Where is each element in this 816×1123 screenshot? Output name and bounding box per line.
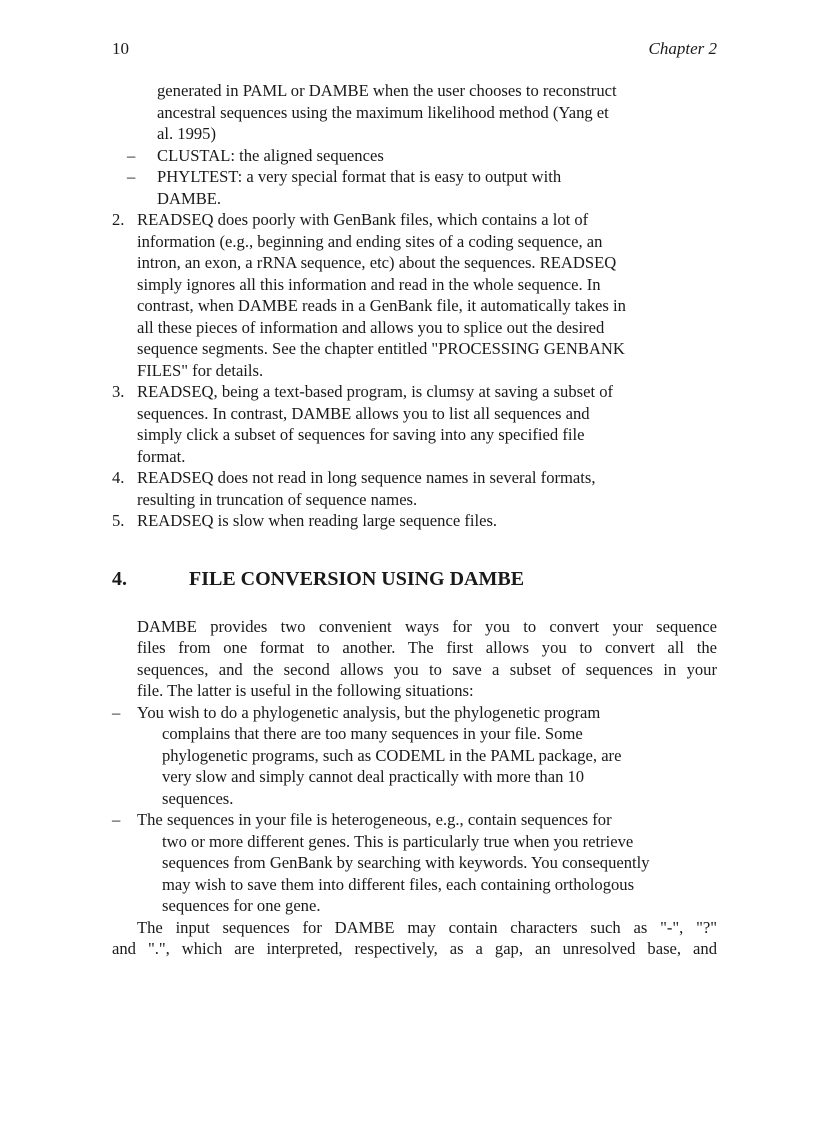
intro-paragraph (112, 616, 717, 702)
text-line: sequences. (162, 788, 234, 808)
item-number: 5. (112, 511, 125, 530)
text-line: information (e.g., beginning and ending sites of a coding sequence, an (137, 231, 603, 251)
dash-marker: – (112, 810, 121, 829)
text-line: FILES" for details. (137, 360, 264, 380)
text-line: phylogenetic programs, such as CODEML in the PAML package, are (162, 745, 622, 765)
text-line: intron, an exon, a rRNA sequence, etc) about the sequences. READSEQ (137, 253, 617, 272)
section-title: FILE CONVERSION USING DAMBE (189, 567, 525, 590)
item-number: 2. (112, 210, 125, 229)
item-number: 4. (112, 468, 125, 487)
text-line: CLUSTAL: the aligned sequences (157, 145, 384, 165)
dash-marker: – (112, 702, 121, 722)
numbered-list-item (112, 510, 717, 532)
text-line: generated in PAML or DAMBE when the user chooses to reconstruct (157, 81, 617, 100)
continued-text (112, 80, 717, 145)
chapter-label: Chapter 2 (648, 39, 717, 58)
text-line: READSEQ, being a text-based program, is clumsy at saving a subset of (137, 382, 614, 401)
text-line: simply click a subset of sequences for saving into any specified file (137, 425, 585, 444)
numbered-list-item (112, 209, 717, 381)
text-line: may wish to save them into different files, each containing orthologous (162, 874, 635, 894)
numbered-list-item (112, 467, 717, 510)
text-line: complains that there are too many sequences in your file. Some (162, 724, 583, 743)
running-header (112, 39, 717, 61)
text-line: sequence segments. See the chapter entitled "PROCESSING GENBANK (137, 339, 625, 358)
text-line: files from one format to another. The first allows you to convert all the (137, 638, 717, 657)
page-body (112, 80, 717, 960)
text-line: resulting in truncation of sequence names. (137, 489, 418, 509)
text-line: all these pieces of information and allows you to splice out the desired (137, 317, 605, 337)
text-line: You wish to do a phylogenetic analysis, but the phylogenetic program (137, 702, 601, 722)
text-line: READSEQ does not read in long sequence names in several formats, (137, 468, 596, 487)
text-line: READSEQ is slow when reading large sequence files. (137, 511, 498, 530)
dash-list-item (112, 702, 717, 810)
text-line: The input sequences for DAMBE may contain characters such as "-", "?" (137, 917, 717, 937)
section-number: 4. (112, 567, 127, 590)
numbered-list-item (112, 381, 717, 467)
dash-marker: – (127, 167, 136, 186)
text-line: The sequences in your file is heterogeneous, e.g., contain sequences for (137, 810, 612, 829)
text-line: DAMBE provides two convenient ways for you to convert your sequence (137, 616, 717, 636)
item-number: 3. (112, 382, 125, 401)
page-number: 10 (112, 39, 129, 58)
sub-list-item (112, 166, 717, 209)
final-paragraph (112, 917, 717, 960)
text-line: contrast, when DAMBE reads in a GenBank file, it automatically takes in (137, 296, 626, 315)
text-line: sequences, and the second allows you to save a subset of sequences in your (137, 659, 717, 679)
text-line: al. 1995) (157, 124, 216, 143)
text-line: DAMBE. (157, 188, 222, 208)
text-line: READSEQ does poorly with GenBank files, which contains a lot of (137, 210, 589, 229)
text-line: sequences. In contrast, DAMBE allows you to list all sequences and (137, 403, 590, 423)
text-line: simply ignores all this information and read in the whole sequence. In (137, 274, 601, 294)
text-line: file. The latter is useful in the following situations: (137, 681, 474, 700)
sub-list-item (112, 145, 717, 167)
dash-list-item (112, 809, 717, 917)
text-line: sequences for one gene. (162, 896, 321, 915)
dash-marker: – (127, 145, 136, 165)
text-line: sequences from GenBank by searching with keywords. You consequently (162, 853, 650, 872)
section-heading (112, 566, 717, 592)
text-line: two or more different genes. This is particularly true when you retrieve (162, 831, 634, 851)
text-line: format. (137, 446, 186, 466)
text-line: and ".", which are interpreted, respectively, as a gap, an unresolved base, and (112, 939, 717, 958)
text-line: very slow and simply cannot deal practically with more than 10 (162, 767, 585, 786)
text-line: ancestral sequences using the maximum likelihood method (Yang et (157, 102, 609, 122)
text-line: PHYLTEST: a very special format that is easy to output with (157, 167, 562, 186)
